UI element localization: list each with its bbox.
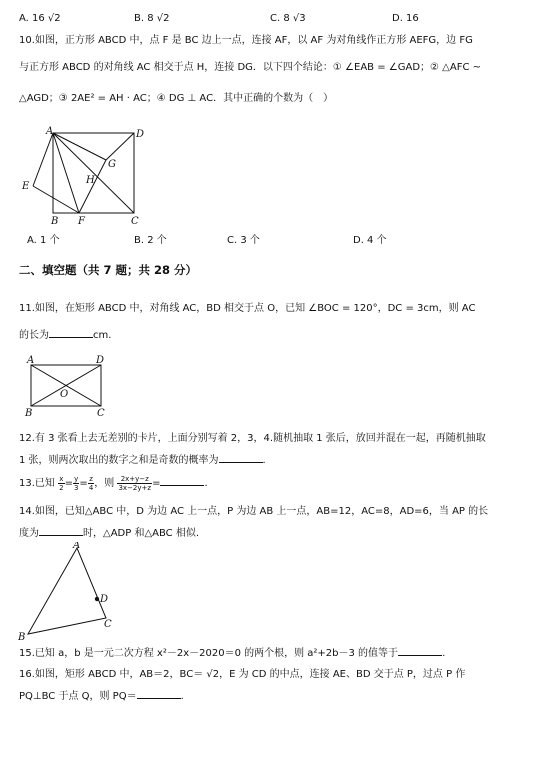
q16-answer-blank[interactable]	[137, 689, 181, 699]
q13-prefix: 13.已知	[19, 478, 55, 489]
q14-answer-blank[interactable]	[39, 526, 83, 536]
q10-label-e: E	[22, 181, 30, 192]
q13-suffix: .	[204, 478, 208, 489]
q13-fraction-z: $\frac{z}{4}$	[88, 474, 94, 492]
q10-label-b: B	[51, 216, 59, 227]
q16-text-line1: 16.如图，矩形 ABCD 中，AB＝2，BC＝ √2，E 为 CD 的中点，连接 AE、BD 交于点 P，过点 P 作	[19, 669, 466, 680]
q11-text-line1: 11.如图，在矩形 ABCD 中，对角线 AC，BD 相交于点 O，已知 ∠BOC = 120°，DC = 3cm，则 AC	[19, 303, 476, 314]
q14-triangle-figure	[14, 542, 124, 642]
section-heading: 二、填空题（共 7 题；共 28 分）	[19, 263, 198, 277]
q11-text-prefix: 的长为	[19, 330, 49, 341]
q10-text-line2: 与正方形 ABCD 的对角线 AC 相交于点 H，连接 DG．以下四个结论：① ∠EAB = ∠GAD；② △AFC ~	[19, 62, 481, 73]
q10-option-b: B. 2 个	[134, 235, 167, 246]
q15-text	[19, 646, 445, 660]
q13-then: ，则	[94, 478, 115, 489]
q9-option-d: D. 16	[392, 13, 419, 24]
q12-text-line1: 12.有 3 张看上去无差别的卡片，上面分别写着 2，3，4.随机抽取 1 张后，放回并混在一起，再随机抽取	[19, 433, 486, 444]
q12-text-suffix: .	[262, 455, 266, 466]
q13-fraction-y: $\frac{y}{3}$	[73, 474, 79, 492]
q10-label-d: D	[136, 129, 145, 140]
q11-rectangle-figure	[20, 352, 112, 418]
q10-label-g: G	[108, 159, 116, 170]
q14-text-line2	[19, 526, 199, 540]
q15-answer-blank[interactable]	[398, 646, 442, 656]
q16-text-suffix: .	[180, 691, 184, 702]
q11-label-o: O	[60, 389, 69, 400]
q16-text-prefix: PQ⊥BC 于点 Q，则 PQ＝	[19, 691, 137, 702]
q13-equals-1: =	[64, 478, 73, 489]
q16-text-line2	[19, 689, 184, 703]
q9-option-a: A. 16 √2	[19, 13, 61, 24]
q11-label-c: C	[97, 408, 105, 418]
q10-option-c: C. 3 个	[227, 235, 260, 246]
q15-text-prefix: 15.已知 a，b 是一元二次方程 x²－2x－2020＝0 的两个根，则 a²+2b－3 的值等于	[19, 648, 399, 659]
q13-fraction-expression: $\frac{2x+y-z}{3x-2y+z}$	[118, 474, 152, 492]
q11-answer-blank[interactable]	[49, 328, 93, 338]
q13-fraction-x: $\frac{x}{2}$	[59, 474, 64, 492]
q10-label-c: C	[131, 216, 139, 227]
q10-option-d: D. 4 个	[353, 235, 387, 246]
q11-label-d: D	[96, 355, 105, 366]
q14-text-prefix: 度为	[19, 528, 39, 539]
q14-label-a: A	[73, 542, 81, 551]
q12-text-prefix: 1 张，则两次取出的数字之和是奇数的概率为	[19, 455, 219, 466]
q9-option-c: C. 8 √3	[270, 13, 306, 24]
q10-text-line3: △AGD；③ 2AE² = AH · AC；④ DG ⊥ AC．其中正确的个数为（ ）	[19, 93, 334, 104]
q10-label-f: F	[78, 216, 85, 227]
q15-text-suffix: .	[442, 648, 446, 659]
q14-text-line1: 14.如图，已知△ABC 中，D 为边 AC 上一点，P 为边 AB 上一点，AB=12，AC=8，AD=6，当 AP 的长	[19, 506, 489, 517]
q14-label-d: D	[100, 594, 109, 605]
q10-square-figure	[16, 125, 146, 227]
q13-equals-2: =	[79, 478, 88, 489]
q12-text-line2	[19, 453, 266, 467]
q11-text-suffix: cm.	[93, 330, 112, 341]
q10-option-a: A. 1 个	[27, 235, 60, 246]
q10-text-line1: 10.如图，正方形 ABCD 中，点 F 是 BC 边上一点，连接 AF，以 AF 为对角线作正方形 AEFG，边 FG	[19, 35, 473, 46]
q14-label-c: C	[104, 619, 112, 630]
q11-label-a: A	[27, 355, 35, 366]
q14-point-d-marker	[95, 597, 99, 601]
q11-text-line2	[19, 328, 111, 342]
q11-label-b: B	[25, 408, 33, 418]
q12-answer-blank[interactable]	[219, 453, 263, 463]
q14-text-suffix: 时，△ADP 和△ABC 相似.	[83, 528, 199, 539]
q13-text	[19, 474, 208, 494]
q9-option-b: B. 8 √2	[134, 13, 170, 24]
q13-answer-blank[interactable]	[160, 476, 204, 486]
q13-equals-3: =	[152, 478, 161, 489]
q10-label-a: A	[46, 126, 54, 137]
q10-label-h: H	[86, 175, 95, 186]
q14-label-b: B	[18, 632, 26, 642]
